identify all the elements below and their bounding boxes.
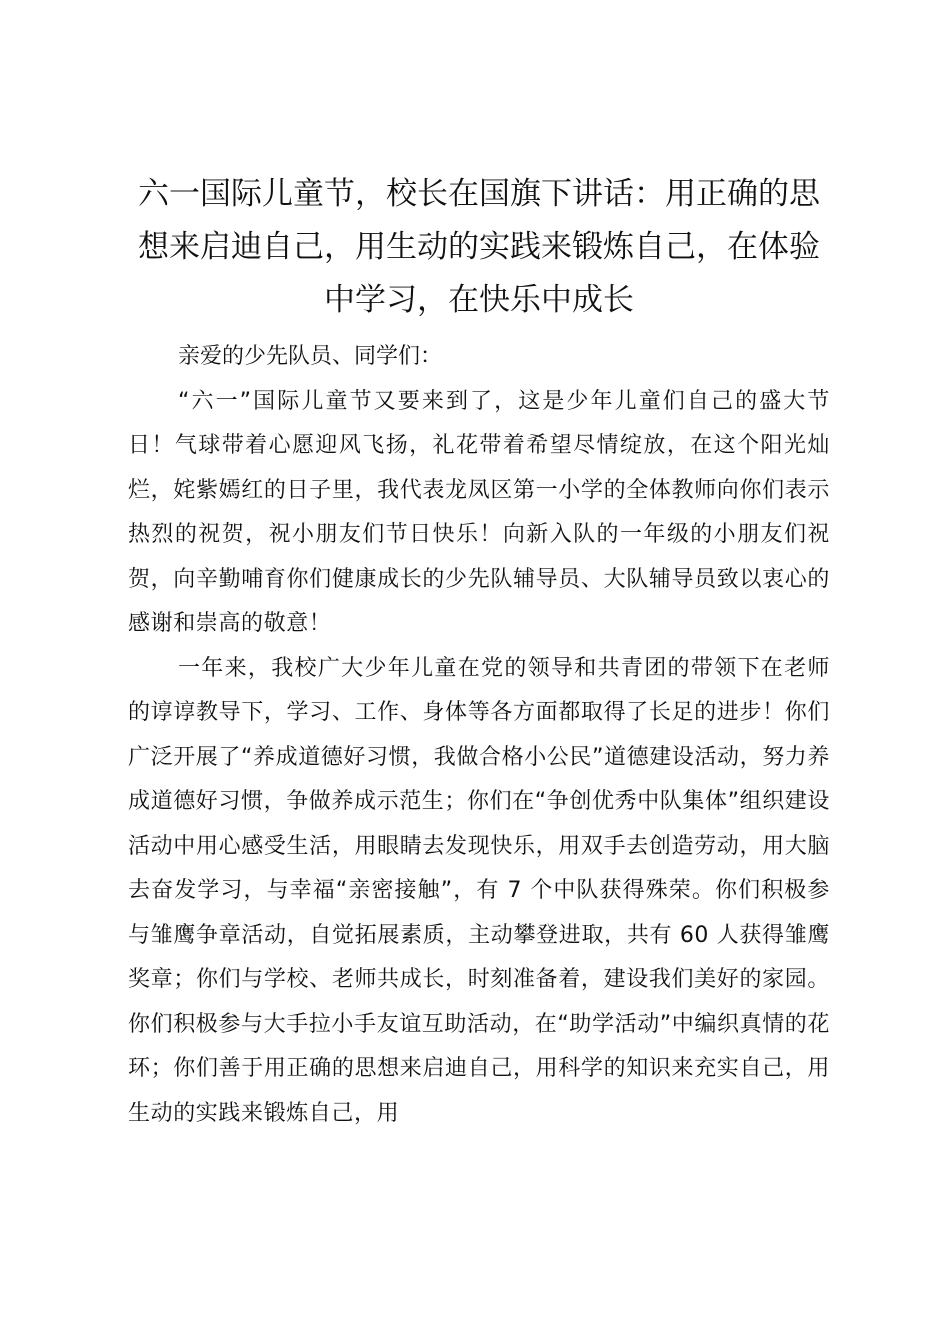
salutation: 亲爱的少先队员、同学们： [178, 344, 443, 369]
document-body [128, 168, 830, 1136]
paragraph: 一年来，我校广大少年儿童在党的领导和共青团的带领下在老师的谆谆教导下，学习、工作、身体等各方面都取得了长足的进步！你们广泛开展了“养成道德好习惯，我做合格小公民”道德建设活动，努力养成道德好习惯，争做养成示范生；你们在“争创优秀中队集体”组织建设活动中用心感受生活，用眼睛去发现快乐，用双手去创造劳动，用大脑去奋发学习，与幸福“亲密接触”，有 7 个中队获得殊荣。你们积极参与雏鹰争章活动，自觉拓展素质，主动攀登进取，共有 60 人获得雏鹰奖章；你们与学校、老师共成长，时刻准备着，建设我们美好的家园。你们积极参与大手拉小手友谊互助活动，在“助学活动”中编织真情的花环；你们善于用正确的思想来启迪自己，用科学的知识来充实自己，用生动的实践来锻炼自己，用 [128, 655, 830, 1126]
paragraph: “六一”国际儿童节又要来到了，这是少年儿童们自己的盛大节日！气球带着心愿迎风飞扬，礼花带着希望尽情绽放，在这个阳光灿烂，姹紫嫣红的日子里，我代表龙凤区第一小学的全体教师向你们表示热烈的祝贺，祝小朋友们节日快乐！向新入队的一年级的小朋友们祝贺，向辛勤哺育你们健康成长的少先队辅导员、大队辅导员致以衷心的感谢和崇高的敬意！ [128, 388, 830, 636]
document-title: 六一国际儿童节，校长在国旗下讲话：用正确的思想来启迪自己，用生动的实践来锻炼自己，在体验中学习，在快乐中成长 [138, 176, 820, 318]
